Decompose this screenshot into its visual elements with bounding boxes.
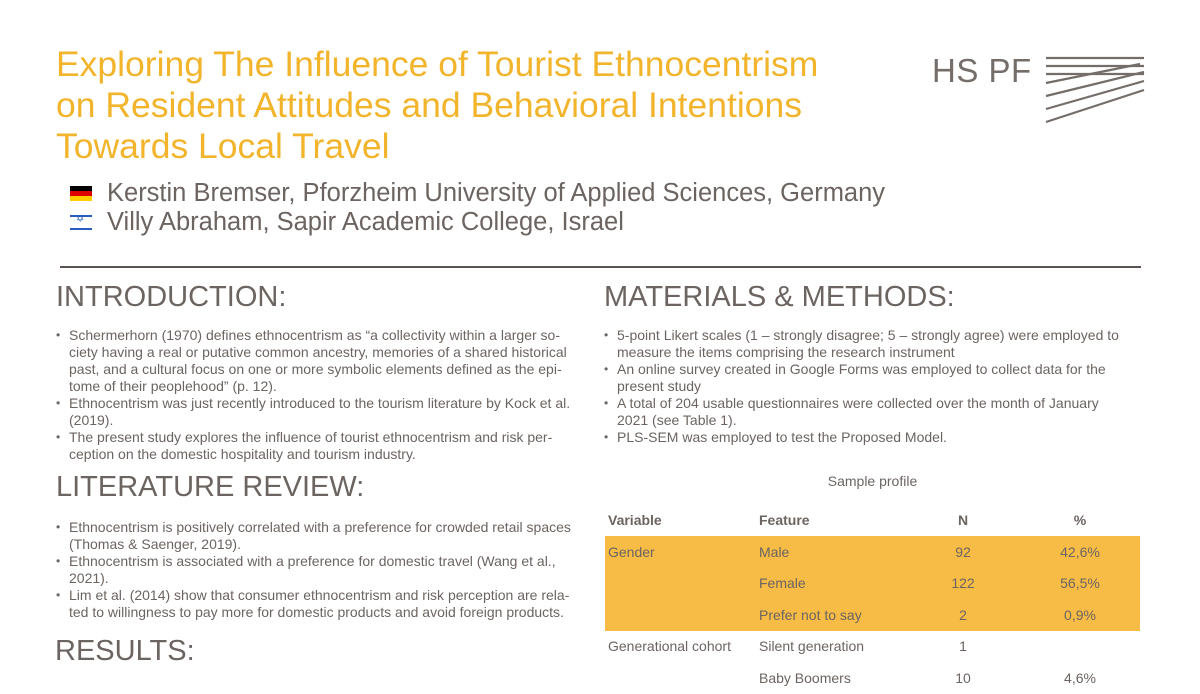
bullet-line: Ethnocentrism was just recently introduced to the tourism literature by Kock et al.	[69, 395, 571, 411]
bullet-item	[604, 327, 1144, 361]
bullet-item	[56, 327, 591, 395]
cell-n: 122	[906, 568, 1020, 600]
cell-feature: Baby Boomers	[759, 669, 851, 686]
bullet-line: A total of 204 usable questionnaires were collected over the month of January	[617, 395, 1099, 411]
materials-methods-bullets	[604, 327, 1144, 446]
bullet-item	[56, 553, 591, 587]
sample-profile-table	[605, 503, 1140, 694]
bullet-line: present study	[617, 378, 702, 394]
author-row	[70, 179, 885, 208]
cell-feature: Male	[756, 536, 906, 568]
cell-percent	[1020, 631, 1140, 663]
author-text: Kerstin Bremser, Pforzheim University of Applied Sciences, Germany	[107, 179, 886, 207]
cell-percent: 56,5%	[1020, 568, 1140, 600]
hs-pf-logo	[930, 52, 1150, 128]
bullet-line: 5-point Likert scales (1 – strongly disagree; 5 – strongly agree) were employed to	[617, 327, 1119, 343]
bullet-line: ciety having a real or putative common ancestry, memories of a shared historical	[69, 344, 567, 360]
cell-percent: 0,9%	[1020, 599, 1140, 631]
germany-flag-icon	[70, 186, 92, 201]
bullet-item	[604, 395, 1144, 429]
table-row	[605, 631, 1140, 663]
cell-feature: Female	[756, 568, 906, 600]
introduction-heading: INTRODUCTION:	[56, 281, 287, 313]
bullet-line: The present study explores the influence of tourist ethnocentrism and risk per-	[69, 429, 553, 445]
cell-variable	[605, 662, 756, 694]
cell-n: 1	[959, 638, 967, 655]
logo-stripes-icon	[1044, 56, 1146, 124]
header-divider	[60, 266, 1141, 268]
column-header: N	[957, 511, 969, 528]
title-line: on Resident Attitudes and Behavioral Intentions	[56, 85, 803, 125]
materials-methods-heading: MATERIALS & METHODS:	[604, 281, 955, 313]
title-line: Exploring The Influence of Tourist Ethnocentrism	[56, 44, 819, 84]
table-row	[605, 599, 1140, 631]
bullet-line: Ethnocentrism is associated with a preference for domestic travel (Wang et al.,	[69, 553, 556, 569]
cell-percent: 4,6%	[1064, 669, 1096, 686]
cell-n: 10	[955, 669, 971, 686]
bullet-item	[604, 361, 1144, 395]
poster-title	[56, 44, 836, 167]
literature-review-bullets	[56, 519, 591, 621]
table-caption: Sample profile	[827, 473, 918, 489]
author-row	[70, 208, 885, 237]
bullet-line: ception on the domestic hospitality and tourism industry.	[69, 446, 416, 462]
cell-variable: Gender	[605, 536, 756, 568]
bullet-line: An online survey created in Google Forms was employed to collect data for the	[617, 361, 1106, 377]
cell-variable	[605, 599, 756, 631]
column-header: Feature	[759, 511, 810, 528]
cell-variable	[605, 568, 756, 600]
bullet-line: Ethnocentrism is positively correlated with a preference for crowded retail spaces	[69, 519, 571, 535]
bullet-line: ted to willingness to pay more for domestic products and avoid foreign products.	[69, 604, 564, 620]
column-header: %	[1073, 511, 1087, 528]
cell-n: 2	[906, 599, 1020, 631]
bullet-item	[56, 429, 591, 463]
introduction-bullets	[56, 327, 591, 463]
table-row	[605, 568, 1140, 600]
israel-flag-icon	[70, 215, 92, 230]
bullet-item	[604, 429, 1144, 446]
column-header: Variable	[608, 511, 662, 528]
bullet-line: past, and a cultural focus on one or more symbolic elements defined as the epi-	[69, 361, 562, 377]
cell-feature: Silent generation	[759, 638, 865, 655]
cell-variable: Generational cohort	[608, 638, 731, 655]
author-text: Villy Abraham, Sapir Academic College, Israel	[107, 208, 624, 236]
literature-review-heading: LITERATURE REVIEW:	[56, 471, 365, 503]
bullet-line: 2021 (see Table 1).	[617, 412, 737, 428]
logo-text: HS PF	[932, 52, 1032, 89]
title-line: Towards Local Travel	[56, 126, 390, 166]
cell-feature: Prefer not to say	[756, 599, 906, 631]
table-row	[605, 662, 1140, 694]
author-list	[70, 179, 885, 237]
bullet-item	[56, 395, 591, 429]
bullet-item	[56, 519, 591, 553]
bullet-line: PLS-SEM was employed to test the Proposed Model.	[617, 429, 947, 445]
bullet-line: (2019).	[69, 412, 114, 428]
bullet-line: measure the items comprising the research instrument	[617, 344, 955, 360]
table-header-row	[605, 503, 1140, 536]
cell-percent: 42,6%	[1020, 536, 1140, 568]
cell-n: 92	[906, 536, 1020, 568]
bullet-line: tome of their peoplehood” (p. 12).	[69, 378, 277, 394]
table-row	[605, 536, 1140, 568]
bullet-line: 2021).	[69, 570, 109, 586]
bullet-item	[56, 587, 591, 621]
bullet-line: (Thomas & Saenger, 2019).	[69, 536, 241, 552]
bullet-line: Schermerhorn (1970) defines ethnocentrism as “a collectivity within a larger so-	[69, 327, 560, 343]
results-heading: RESULTS:	[55, 635, 195, 667]
bullet-line: Lim et al. (2014) show that consumer ethnocentrism and risk perception are rela-	[69, 587, 570, 603]
